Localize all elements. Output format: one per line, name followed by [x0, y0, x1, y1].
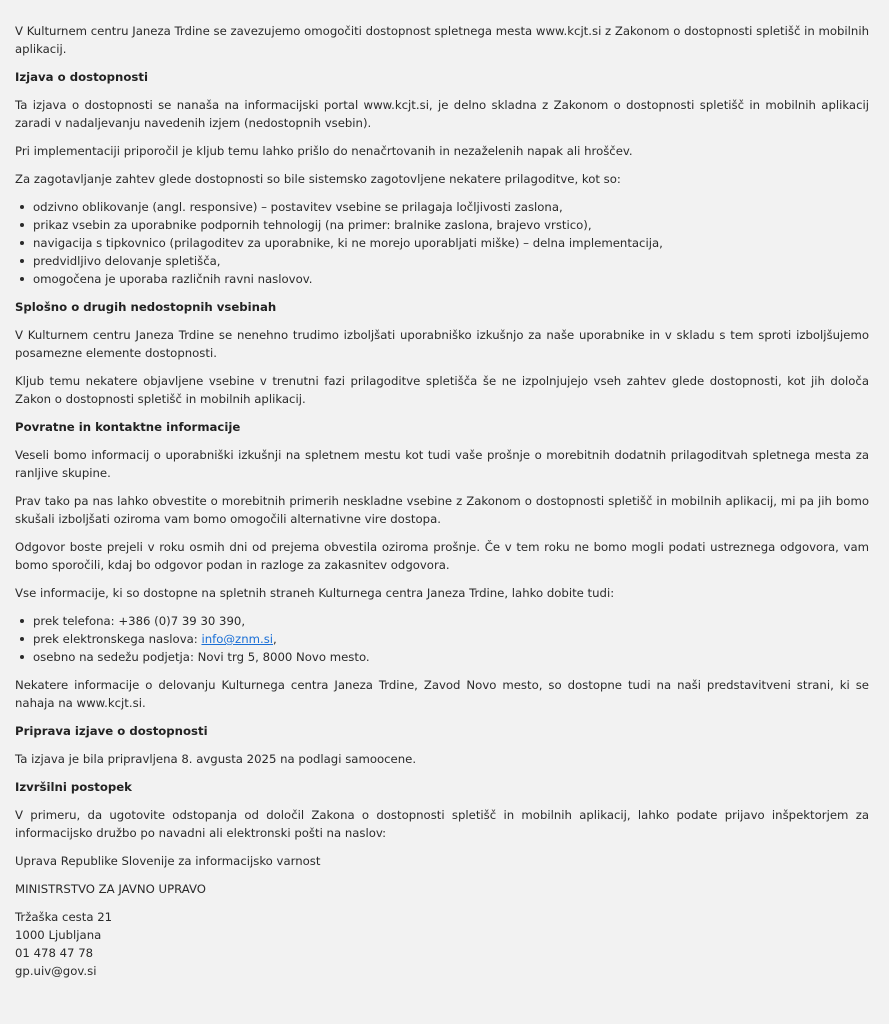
izjava-paragraph-1: Ta izjava o dostopnosti se nanaša na informacijski portal www.kcjt.si, je delno skladna z Zakonom o dostopnosti spletišč in mobilnih aplikacij zaradi v nadaljevanju navedenih izjem (nedostopnih vsebin). [15, 98, 869, 130]
splosno-paragraph-2: Kljub temu nekatere objavljene vsebine v trenutni fazi prilagoditve spletišča še ne izpolnjujejo vseh zahtev glede dostopnosti, kot jih določa Zakon o dostopnosti spletišč in mobilnih aplikacij. [15, 374, 869, 406]
heading-priprava: Priprava izjave o dostopnosti [15, 724, 208, 738]
povratne-paragraph-1: Veseli bomo informacij o uporabniški izkušnji na spletnem mestu kot tudi vaše prošnje o morebitnih dodatnih prilagoditvah spletnega mesta za ranljive skupine. [15, 448, 869, 480]
contact-phone: prek telefona: +386 (0)7 39 30 390, [33, 612, 869, 630]
email-link[interactable]: info@znm.si [201, 632, 274, 646]
intro-paragraph: V Kulturnem centru Janeza Trdine se zavezujemo omogočiti dostopnost spletnega mesta www.kcjt.si z Zakonom o dostopnosti spletišč in mobilnih aplikacij. [15, 24, 869, 56]
heading-povratne: Povratne in kontaktne informacije [15, 420, 241, 434]
povratne-paragraph-3: Odgovor boste prejeli v roku osmih dni od prejema obvestila oziroma prošnje. Če v tem roku ne bomo mogli podati ustreznega odgovora, vam bomo sporočili, kdaj bo odgovor podan in razloge za zakasnitev odgovora. [15, 540, 869, 572]
contact-email-prefix: prek elektronskega naslova: [33, 632, 202, 646]
izvrsilni-paragraph-1: V primeru, da ugotovite odstopanja od določil Zakona o dostopnosti spletišč in mobilnih aplikacij, lahko podate prijavo inšpektorjem za informacijsko družbo po navadni ali elektronski pošti na naslov: [15, 808, 869, 840]
izvrsilni-paragraph-2: Uprava Republike Slovenije za informacijsko varnost [15, 854, 321, 868]
povratne-paragraph-5: Nekatere informacije o delovanju Kulturnega centra Janeza Trdine, Zavod Novo mesto, so dostopne tudi na naši predstavitveni strani, ki se nahaja na www.kcjt.si. [15, 678, 869, 710]
priprava-paragraph-1: Ta izjava je bila pripravljena 8. avgusta 2025 na podlagi samoocene. [15, 752, 417, 766]
splosno-paragraph-1: V Kulturnem centru Janeza Trdine se nenehno trudimo izboljšati uporabniško izkušnjo za naše uporabnike in v skladu s tem sproti izboljšujemo posamezne elemente dostopnosti. [15, 328, 869, 360]
address-line: gp.uiv@gov.si [15, 964, 97, 978]
izjava-paragraph-3: Za zagotavljanje zahtev glede dostopnosti so bile sistemsko zagotovljene nekatere prilagoditve, kot so: [15, 172, 621, 186]
povratne-paragraph-2: Prav tako pa nas lahko obvestite o morebitnih primerih neskladne vsebine z Zakonom o dostopnosti spletišč in mobilnih aplikacij, mi pa jih bomo skušali izboljšati oziroma vam bomo omogočili alternativne vire dostopa. [15, 494, 869, 526]
heading-izjava: Izjava o dostopnosti [15, 70, 148, 84]
adaptations-list [15, 198, 869, 288]
address-line: 1000 Ljubljana [15, 928, 102, 942]
list-item: navigacija s tipkovnico (prilagoditev za uporabnike, ki ne morejo uporabljati miške) – delna implementacija, [33, 234, 869, 252]
povratne-paragraph-4: Vse informacije, ki so dostopne na spletnih straneh Kulturnega centra Janeza Trdine, lahko dobite tudi: [15, 586, 615, 600]
heading-splosno: Splošno o drugih nedostopnih vsebinah [15, 300, 277, 314]
list-item: omogočena je uporaba različnih ravni naslovov. [33, 270, 869, 288]
address-line: Tržaška cesta 21 [15, 910, 113, 924]
address-line: 01 478 47 78 [15, 946, 94, 960]
contact-list [15, 612, 869, 666]
ministry-address [15, 908, 869, 980]
contact-address: osebno na sedežu podjetja: Novi trg 5, 8000 Novo mesto. [33, 648, 869, 666]
contact-email [33, 630, 869, 648]
izvrsilni-paragraph-3: MINISTRSTVO ZA JAVNO UPRAVO [15, 882, 207, 896]
izjava-paragraph-2: Pri implementaciji priporočil je kljub temu lahko prišlo do nenačrtovanih in nezaželenih napak ali hroščev. [15, 144, 633, 158]
heading-izvrsilni: Izvršilni postopek [15, 780, 132, 794]
list-item: predvidljivo delovanje spletišča, [33, 252, 869, 270]
list-item: prikaz vsebin za uporabnike podpornih tehnologij (na primer: bralnike zaslona, brajevo vrstico), [33, 216, 869, 234]
contact-email-suffix: , [273, 632, 277, 646]
list-item: odzivno oblikovanje (angl. responsive) – postavitev vsebine se prilagaja ločljivosti zaslona, [33, 198, 869, 216]
